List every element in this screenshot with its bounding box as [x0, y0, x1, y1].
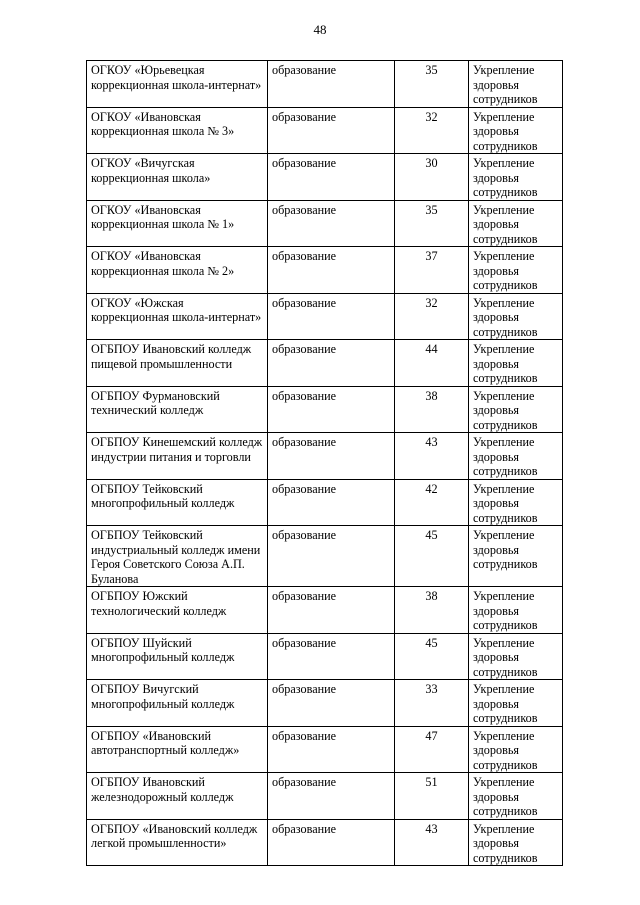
count-cell: 37: [395, 247, 469, 294]
goal-cell: Укрепление здоровья сотрудников: [469, 773, 563, 820]
institution-name-cell: ОГБПОУ Тейковский многопрофильный колледж: [87, 479, 268, 526]
goal-cell: Укрепление здоровья сотрудников: [469, 726, 563, 773]
goal-cell: Укрепление здоровья сотрудников: [469, 819, 563, 866]
table-row: [87, 819, 563, 866]
table-row: [87, 247, 563, 294]
goal-cell: Укрепление здоровья сотрудников: [469, 633, 563, 680]
institution-name-cell: ОГКОУ «Южская коррекционная школа-интернат»: [87, 293, 268, 340]
table-row: [87, 773, 563, 820]
table-row: [87, 587, 563, 634]
institution-name-cell: ОГБПОУ Шуйский многопрофильный колледж: [87, 633, 268, 680]
goal-cell: Укрепление здоровья сотрудников: [469, 107, 563, 154]
field-cell: образование: [268, 340, 395, 387]
goal-cell: Укрепление здоровья сотрудников: [469, 61, 563, 108]
field-cell: образование: [268, 433, 395, 480]
field-cell: образование: [268, 587, 395, 634]
count-cell: 44: [395, 340, 469, 387]
count-cell: 32: [395, 293, 469, 340]
count-cell: 30: [395, 154, 469, 201]
table-row: [87, 340, 563, 387]
count-cell: 33: [395, 680, 469, 727]
field-cell: образование: [268, 726, 395, 773]
field-cell: образование: [268, 773, 395, 820]
count-cell: 35: [395, 61, 469, 108]
table-row: [87, 386, 563, 433]
count-cell: 45: [395, 633, 469, 680]
field-cell: образование: [268, 107, 395, 154]
institution-name-cell: ОГБПОУ Кинешемский колледж индустрии питания и торговли: [87, 433, 268, 480]
institution-name-cell: ОГБПОУ Южский технологический колледж: [87, 587, 268, 634]
goal-cell: Укрепление здоровья сотрудников: [469, 526, 563, 587]
institution-name-cell: ОГКОУ «Ивановская коррекционная школа № 1»: [87, 200, 268, 247]
count-cell: 45: [395, 526, 469, 587]
goal-cell: Укрепление здоровья сотрудников: [469, 340, 563, 387]
institution-name-cell: ОГКОУ «Вичугская коррекционная школа»: [87, 154, 268, 201]
goal-cell: Укрепление здоровья сотрудников: [469, 154, 563, 201]
institution-name-cell: ОГБПОУ Вичугский многопрофильный колледж: [87, 680, 268, 727]
institution-name-cell: ОГБПОУ «Ивановский автотранспортный колледж»: [87, 726, 268, 773]
field-cell: образование: [268, 479, 395, 526]
table-row: [87, 526, 563, 587]
institution-name-cell: ОГБПОУ Ивановский железнодорожный колледж: [87, 773, 268, 820]
table-row: [87, 107, 563, 154]
table-row: [87, 433, 563, 480]
goal-cell: Укрепление здоровья сотрудников: [469, 680, 563, 727]
goal-cell: Укрепление здоровья сотрудников: [469, 433, 563, 480]
count-cell: 51: [395, 773, 469, 820]
institution-name-cell: ОГБПОУ Ивановский колледж пищевой промышленности: [87, 340, 268, 387]
institution-name-cell: ОГБПОУ Фурмановский технический колледж: [87, 386, 268, 433]
table-row: [87, 61, 563, 108]
count-cell: 43: [395, 819, 469, 866]
page-number: 48: [313, 22, 327, 37]
field-cell: образование: [268, 386, 395, 433]
field-cell: образование: [268, 819, 395, 866]
institutions-table: [86, 60, 563, 866]
field-cell: образование: [268, 200, 395, 247]
goal-cell: Укрепление здоровья сотрудников: [469, 293, 563, 340]
field-cell: образование: [268, 293, 395, 340]
goal-cell: Укрепление здоровья сотрудников: [469, 200, 563, 247]
table-row: [87, 680, 563, 727]
field-cell: образование: [268, 61, 395, 108]
table-row: [87, 726, 563, 773]
institution-name-cell: ОГКОУ «Ивановская коррекционная школа № 3»: [87, 107, 268, 154]
field-cell: образование: [268, 633, 395, 680]
count-cell: 35: [395, 200, 469, 247]
count-cell: 38: [395, 587, 469, 634]
table-row: [87, 293, 563, 340]
goal-cell: Укрепление здоровья сотрудников: [469, 386, 563, 433]
goal-cell: Укрепление здоровья сотрудников: [469, 479, 563, 526]
table-row: [87, 479, 563, 526]
table-body: [87, 61, 563, 866]
field-cell: образование: [268, 154, 395, 201]
count-cell: 47: [395, 726, 469, 773]
table-row: [87, 200, 563, 247]
table-row: [87, 154, 563, 201]
goal-cell: Укрепление здоровья сотрудников: [469, 587, 563, 634]
institution-name-cell: ОГКОУ «Юрьевецкая коррекционная школа-интернат»: [87, 61, 268, 108]
institution-name-cell: ОГКОУ «Ивановская коррекционная школа № 2»: [87, 247, 268, 294]
count-cell: 38: [395, 386, 469, 433]
count-cell: 43: [395, 433, 469, 480]
institution-name-cell: ОГБПОУ «Ивановский колледж легкой промышленности»: [87, 819, 268, 866]
count-cell: 42: [395, 479, 469, 526]
field-cell: образование: [268, 680, 395, 727]
field-cell: образование: [268, 526, 395, 587]
institution-name-cell: ОГБПОУ Тейковский индустриальный колледж имени Героя Советского Союза А.П. Буланова: [87, 526, 268, 587]
table-row: [87, 633, 563, 680]
count-cell: 32: [395, 107, 469, 154]
goal-cell: Укрепление здоровья сотрудников: [469, 247, 563, 294]
field-cell: образование: [268, 247, 395, 294]
